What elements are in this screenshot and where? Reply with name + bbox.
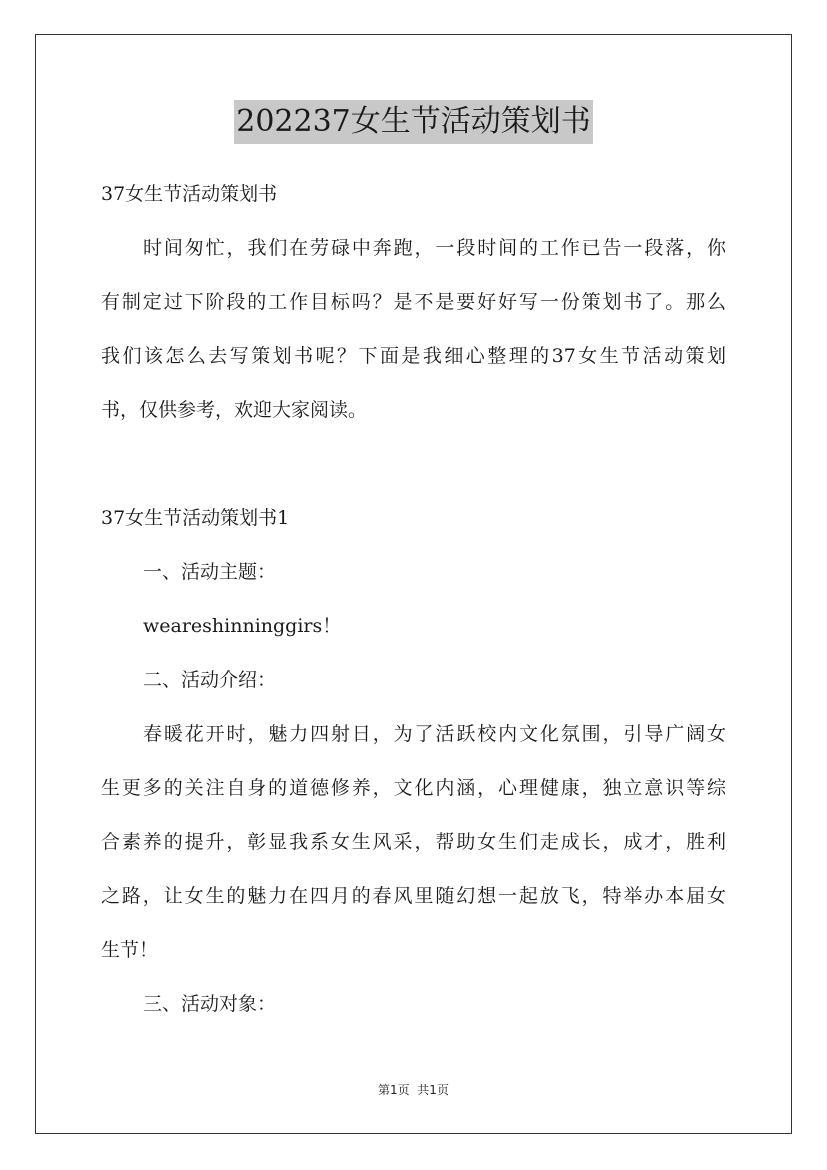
intro-heading: 二、活动介绍： bbox=[143, 669, 277, 691]
section-heading: 37女生节活动策划书1 bbox=[101, 507, 290, 529]
intro-paragraph-line-1: 时间匆忙，我们在劳碌中奔跑，一段时间的工作已告一段落，你 bbox=[143, 237, 726, 259]
subtitle-line: 37女生节活动策划书 bbox=[101, 183, 278, 205]
intro-body-line-4: 之路，让女生的魅力在四月的春风里随幻想一起放飞，特举办本届女 bbox=[101, 885, 726, 907]
intro-body-line-1: 春暖花开时，魅力四射日，为了活跃校内文化氛围，引导广阔女 bbox=[143, 723, 726, 745]
intro-paragraph-line-3: 我们该怎么去写策划书呢？下面是我细心整理的37女生节活动策划 bbox=[101, 345, 726, 367]
document-title-text: 202237女生节活动策划书 bbox=[234, 100, 593, 144]
theme-text: weareshinninggirs！ bbox=[143, 615, 342, 637]
document-title bbox=[0, 100, 827, 144]
theme-heading: 一、活动主题： bbox=[143, 561, 277, 583]
intro-body-line-2: 生更多的关注自身的道德修养，文化内涵，心理健康，独立意识等综 bbox=[101, 777, 726, 799]
intro-body-line-3: 合素养的提升，彰显我系女生风采，帮助女生们走成长，成才，胜利 bbox=[101, 831, 726, 853]
intro-paragraph-line-2: 有制定过下阶段的工作目标吗？是不是要好好写一份策划书了。那么 bbox=[101, 291, 726, 313]
intro-paragraph-line-4: 书，仅供参考，欢迎大家阅读。 bbox=[101, 399, 368, 421]
audience-heading: 三、活动对象： bbox=[143, 993, 277, 1015]
page-number-footer: 第1页 共1页 bbox=[378, 1083, 449, 1097]
intro-body-line-5: 生节！ bbox=[101, 939, 159, 961]
